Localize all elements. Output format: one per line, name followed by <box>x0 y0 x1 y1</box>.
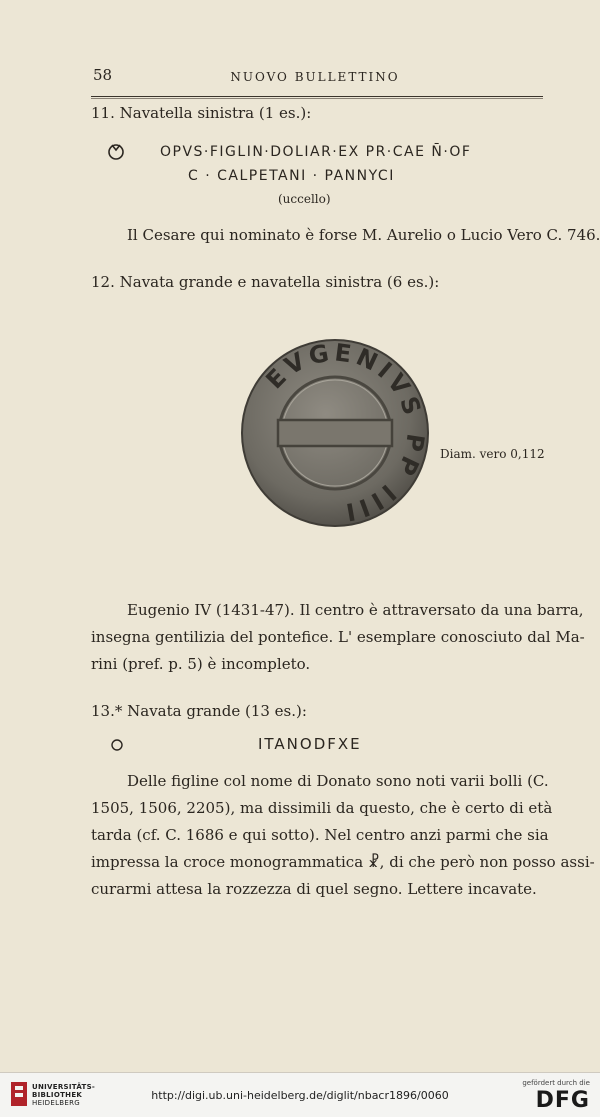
dfg-logo[interactable]: DFG <box>535 1088 590 1113</box>
running-title: NUOVO BULLETTINO <box>230 70 400 84</box>
stamp-image <box>240 338 430 528</box>
header-rule <box>91 96 543 97</box>
diameter-caption: Diam. vero 0,112 <box>440 447 545 461</box>
viewer-footer <box>0 1072 600 1117</box>
entry-11-stamp-line-1: OPVS·FIGLIN·DOLIAR·EX PR·CAE N̄·OF <box>160 144 472 160</box>
header-rule-thin <box>91 98 543 99</box>
page-number: 58 <box>93 66 113 84</box>
entry-13-comment-line: curarmi attesa la rozzezza di quel segno. Lettere incavate. <box>91 880 537 898</box>
library-name-line: HEIDELBERG <box>32 1099 80 1107</box>
entry-13-comment-line: Delle figline col nome di Donato sono noti varii bolli (C. <box>127 772 549 790</box>
entry-11-comment: Il Cesare qui nominato è forse M. Aurelio o Lucio Vero C. 746. <box>127 226 600 244</box>
library-name-line: UNIVERSITÄTS- <box>32 1083 96 1091</box>
entry-13-comment-line: tarda (cf. C. 1686 e qui sotto). Nel centro anzi parmi che sia <box>91 826 549 844</box>
library-name-line: BIBLIOTHEK <box>32 1091 83 1099</box>
entry-12-heading: 12. Navata grande e navatella sinistra (6 es.): <box>91 273 440 291</box>
funder-note: gefördert durch die <box>522 1079 590 1087</box>
entry-13-heading: 13.* Navata grande (13 es.): <box>91 702 307 720</box>
entry-11-stamp-line-2: C · CALPETANI · PANNYCI <box>188 168 395 184</box>
entry-13-stamp-text: ITANODFXE <box>258 735 362 753</box>
entry-12-comment-line: Eugenio IV (1431-47). Il centro è attraversato da una barra, <box>127 601 584 619</box>
entry-13-comment <box>91 768 595 903</box>
permalink-url[interactable]: http://digi.ub.uni-heidelberg.de/diglit/nbacr1896/0060 <box>151 1089 449 1102</box>
circle-symbol-icon <box>110 738 124 752</box>
entry-12-comment-line: insegna gentilizia del pontefice. L' esemplare conosciuto dal Ma- <box>91 628 585 646</box>
entry-13-comment-line: impressa la croce monogrammatica ☧, di che però non posso assi- <box>91 853 595 871</box>
stamp-ring-text: EVGENIVS PP IIII <box>260 338 430 527</box>
entry-11-heading: 11. Navatella sinistra (1 es.): <box>91 104 312 122</box>
hand-symbol-icon <box>106 142 126 162</box>
entry-12-comment <box>91 597 585 678</box>
entry-12-comment-line: rini (pref. p. 5) è incompleto. <box>91 655 311 673</box>
entry-13-comment-line: 1505, 1506, 2205), ma dissimili da questo, che è certo di età <box>91 799 553 817</box>
entry-11-note: (uccello) <box>278 192 331 206</box>
